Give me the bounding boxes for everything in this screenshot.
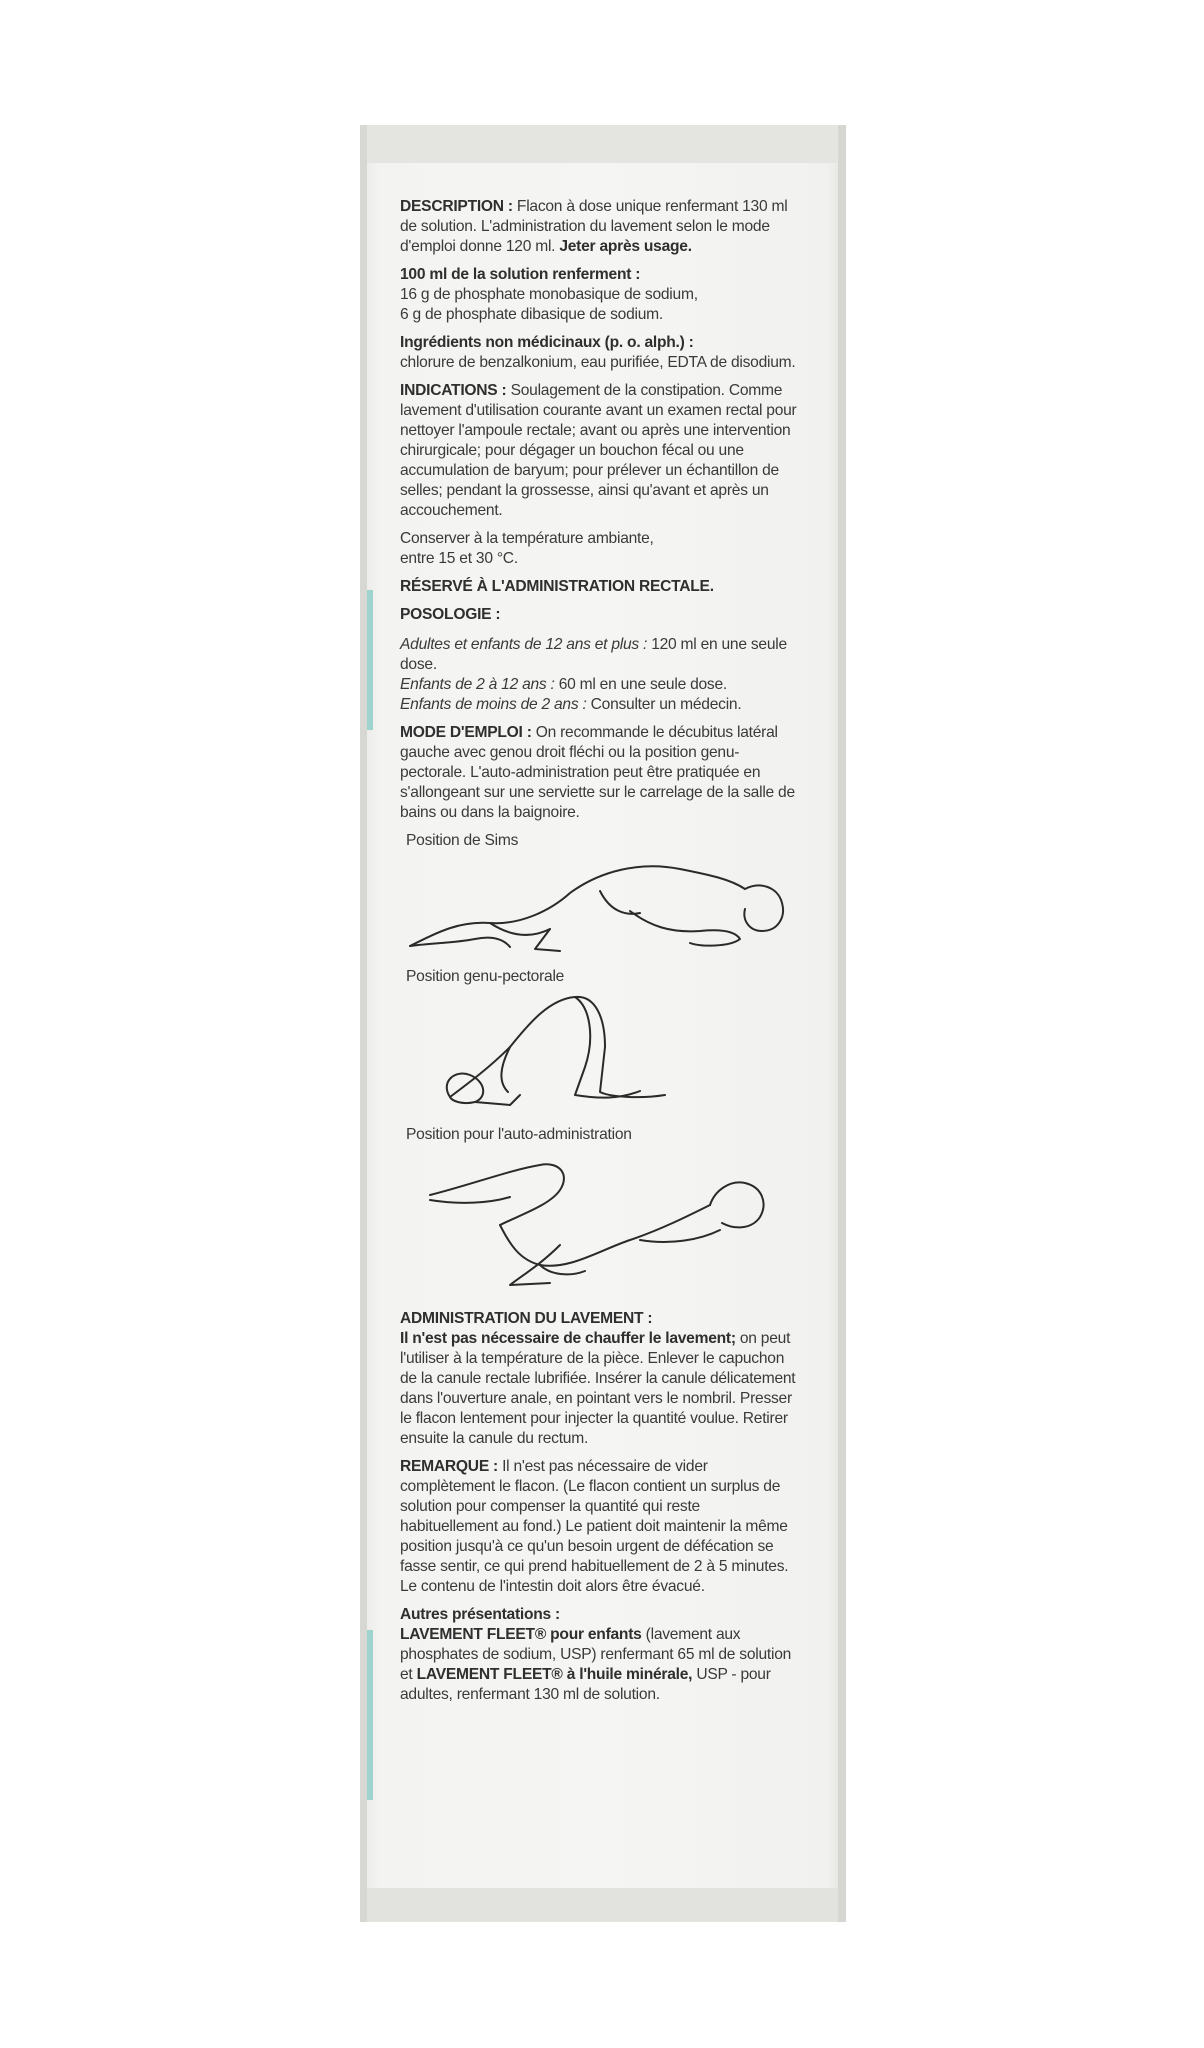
infants-label: Enfants de moins de 2 ans :: [400, 696, 587, 713]
sims-position-label: Position de Sims: [406, 832, 519, 849]
indications-section: [400, 381, 800, 521]
mode-label: MODE D'EMPLOI :: [400, 724, 532, 741]
children-dose: 60 ml en une seule dose.: [554, 676, 727, 693]
other-presentations-heading: Autres présentations :: [400, 1606, 561, 1623]
sims-position-illustration: [400, 851, 800, 961]
description-label: DESCRIPTION :: [400, 198, 513, 215]
posology-heading: POSOLOGIE :: [400, 606, 501, 623]
product-children-text: (lavement aux phosphates de sodium, USP) renfermant 65 ml de solution et: [400, 1626, 792, 1683]
administration-warning: Il n'est pas nécessaire de chauffer le lavement;: [400, 1330, 736, 1347]
indications-text: Soulagement de la constipation. Comme lavement d'utilisation courante avant un examen rectal pour nettoyer l'ampoule rectale; avant ou après une intervention chirurgicale; pour dégager un bouchon fécal ou une accumulation de baryum; pour prélever un échantillon de selles; pendant la grossesse, ainsi qu'avant et après un accouchement.: [400, 382, 797, 519]
indications-label: INDICATIONS :: [400, 382, 507, 399]
auto-position-label: Position pour l'auto-administration: [406, 1126, 632, 1143]
composition-line-1: 16 g de phosphate monobasique de sodium,: [400, 286, 698, 303]
mode-text: On recommande le décubitus latéral gauche avec genou droit fléchi ou la position genu-pectorale. L'auto-administration peut être pratiquée en s'allongeant sur une serviette sur le carrelage de la salle de bains ou dans la baignoire.: [400, 724, 795, 821]
storage-line-2: entre 15 et 30 °C.: [400, 550, 518, 567]
discard-instruction: Jeter après usage.: [555, 238, 692, 255]
composition-heading: 100 ml de la solution renferment :: [400, 266, 641, 283]
package-left-fold: [360, 125, 367, 1922]
storage-section: [400, 529, 800, 569]
adults-label: Adultes et enfants de 12 ans et plus :: [400, 636, 648, 653]
package-top-edge: [360, 125, 846, 163]
package-right-fold: [838, 125, 846, 1922]
non-medicinal-heading: Ingrédients non médicinaux (p. o. alph.) :: [400, 334, 694, 351]
adults-dose: 120 ml en une seule dose.: [400, 636, 787, 673]
package-bottom-edge: [360, 1888, 846, 1922]
remark-section: [400, 1457, 800, 1597]
other-presentations-section: [400, 1605, 800, 1705]
administration-heading: ADMINISTRATION DU LAVEMENT :: [400, 1310, 653, 1327]
description-section: [400, 197, 800, 257]
product-mineral-oil-text: USP - pour adultes, renfermant 130 ml de solution.: [400, 1666, 771, 1703]
non-medicinal-section: [400, 333, 800, 373]
infants-dose: Consulter un médecin.: [586, 696, 742, 713]
rectal-only-notice: RÉSERVÉ À L'ADMINISTRATION RECTALE.: [400, 578, 714, 595]
genu-position-label: Position genu-pectorale: [406, 968, 565, 985]
teal-accent-stripe: [367, 590, 373, 730]
composition-section: [400, 265, 800, 325]
non-medicinal-text: chlorure de benzalkonium, eau purifiée, EDTA de disodium.: [400, 354, 796, 371]
auto-position-illustration: [400, 1145, 800, 1295]
remark-text: Il n'est pas nécessaire de vider complètement le flacon. (Le flacon contient un surplus de solution pour compenser la quantité qui reste habituellement au fond.) Le patient doit maintenir la même position jusqu'à ce qu'un besoin urgent de défécation se fasse sentir, ce qui prend habituellement de 2 à 5 minutes. Le contenu de l'intestin doit alors être évacué.: [400, 1458, 789, 1595]
mode-section: [400, 723, 800, 823]
administration-text: on peut l'utiliser à la température de la pièce. Enlever le capuchon de la canule rectale lubrifiée. Insérer la canule délicatement dans l'ouverture anale, en pointant vers le nombril. Presser le flacon lentement pour injecter la quantité voulue. Retirer ensuite la canule du rectum.: [400, 1330, 796, 1447]
label-text-panel: [400, 197, 800, 1713]
product-mineral-oil: LAVEMENT FLEET® à l'huile minérale,: [416, 1666, 693, 1683]
posology-section: [400, 635, 800, 715]
product-children: LAVEMENT FLEET® pour enfants: [400, 1626, 642, 1643]
teal-accent-stripe: [367, 1630, 373, 1800]
administration-section: [400, 1309, 800, 1449]
genu-position-illustration: [400, 987, 800, 1117]
description-text: Flacon à dose unique renfermant 130 ml de solution. L'administration du lavement selon le mode d'emploi donne 120 ml.: [400, 198, 788, 255]
storage-line-1: Conserver à la température ambiante,: [400, 530, 654, 547]
children-label: Enfants de 2 à 12 ans :: [400, 676, 555, 693]
composition-line-2: 6 g de phosphate dibasique de sodium.: [400, 306, 663, 323]
remark-label: REMARQUE :: [400, 1458, 498, 1475]
